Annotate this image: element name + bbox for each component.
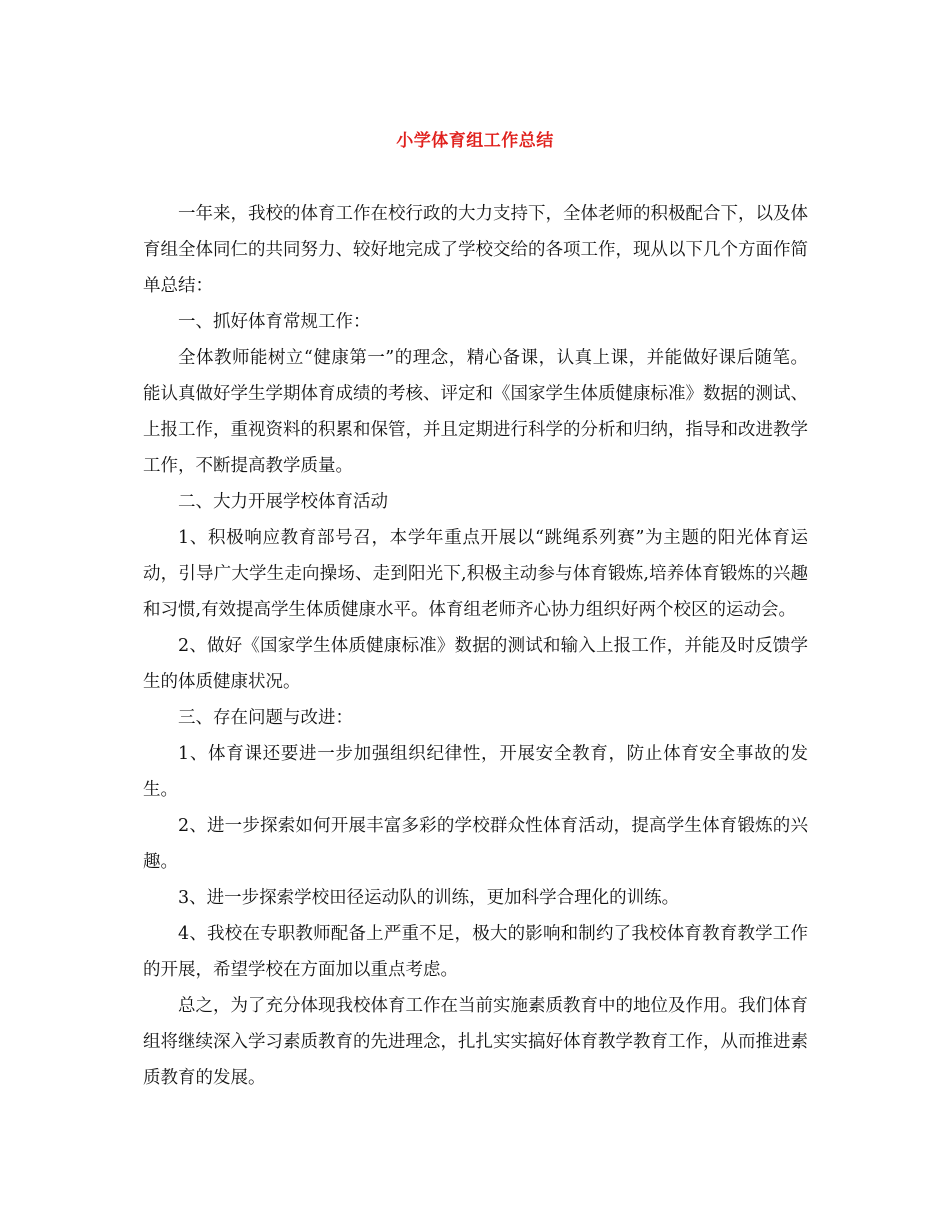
paragraph-problem-4: 4、我校在专职教师配备上严重不足，极大的影响和制约了我校体育教育教学工作的开展，希望学校在方面加以重点考虑。 <box>143 924 808 980</box>
paragraph-activity-1: 1、积极响应教育部号召，本学年重点开展以“跳绳系列赛”为主题的阳光体育运动，引导广大学生走向操场、走到阳光下,积极主动参与体育锻炼,培养体育锻炼的兴趣和习惯,有效提高学生体质健康水平。体育组老师齐心协力组织好两个校区的运动会。 <box>143 528 808 620</box>
paragraph-routine-work: 全体教师能树立“健康第一”的理念，精心备课，认真上课，并能做好课后随笔。能认真做好学生学期体育成绩的考核、评定和《国家学生体质健康标准》数据的测试、上报工作，重视资料的积累和保管，并且定期进行科学的分析和归纳，指导和改进教学工作，不断提高教学质量。 <box>143 348 808 476</box>
paragraph-problem-3: 3、进一步探索学校田径运动队的训练，更加科学合理化的训练。 <box>178 888 680 908</box>
section-heading-activities: 二、大力开展学校体育活动 <box>178 492 388 512</box>
document-body <box>143 196 808 1096</box>
paragraph-problem-1: 1、体育课还要进一步加强组织纪律性，开展安全教育，防止体育安全事故的发生。 <box>143 744 808 800</box>
section-heading-routine-work: 一、抓好体育常规工作： <box>178 312 371 332</box>
paragraph-conclusion: 总之，为了充分体现我校体育工作在当前实施素质教育中的地位及作用。我们体育组将继续深入学习素质教育的先进理念，扎扎实实搞好体育教学教育工作，从而推进素质教育的发展。 <box>143 996 808 1088</box>
section-heading-problems: 三、存在问题与改进： <box>178 708 353 728</box>
paragraph-intro: 一年来，我校的体育工作在校行政的大力支持下，全体老师的积极配合下，以及体育组全体同仁的共同努力、较好地完成了学校交给的各项工作，现从以下几个方面作简单总结： <box>143 204 808 296</box>
paragraph-activity-2: 2、做好《国家学生体质健康标准》数据的测试和输入上报工作，并能及时反馈学生的体质健康状况。 <box>143 636 808 692</box>
paragraph-problem-2: 2、进一步探索如何开展丰富多彩的学校群众性体育活动，提高学生体育锻炼的兴趣。 <box>143 816 808 872</box>
document-title: 小学体育组工作总结 <box>396 131 554 151</box>
